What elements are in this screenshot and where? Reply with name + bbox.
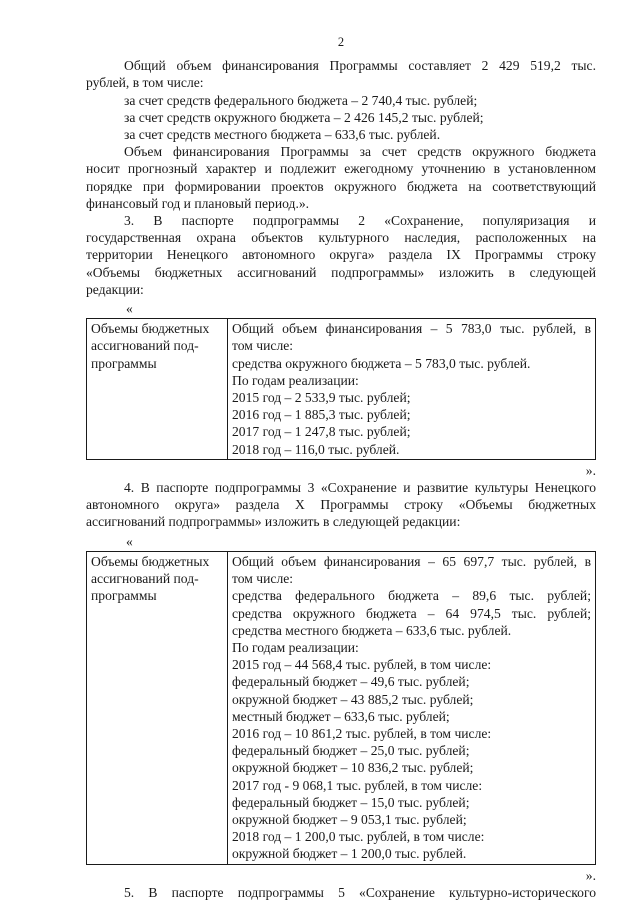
value-line: федеральный бюджет – 15,0 тыс. рублей; (232, 794, 470, 810)
intro-total-line: рублей, в том числе: (86, 75, 204, 91)
intro-forecast-line: носит прогнозный характер и подлежит ежегодному уточнению в установленном (86, 161, 596, 177)
item-4-line: 4. В паспорте подпрограммы 3 «Сохранение и развитие культуры Ненецкого (124, 480, 596, 496)
value-line: 2017 год - 9 068,1 тыс. рублей, в том числе: (232, 777, 483, 793)
row-value-cell (228, 551, 596, 864)
value-line: средства окружного бюджета – 64 974,5 тыс. рублей; (232, 605, 591, 621)
value-line: 2018 год – 1 200,0 тыс. рублей, в том числе: (232, 829, 485, 845)
open-quote: « (126, 301, 133, 317)
intro-forecast-line: порядке при формировании проектов окружного бюджета на соответствующий (86, 178, 596, 194)
row-label-cell (87, 551, 228, 864)
row-label-line: программы (91, 588, 157, 604)
value-line: окружной бюджет – 9 053,1 тыс. рублей; (232, 811, 467, 827)
value-line: средства окружного бюджета – 5 783,0 тыс. рублей. (232, 355, 531, 371)
item-3-line: «Объемы бюджетных ассигнований подпрограммы» изложить в следующей (86, 264, 596, 280)
intro-total-line: Общий объем финансирования Программы составляет 2 429 519,2 тыс. (124, 58, 596, 74)
value-line: 2015 год – 2 533,9 тыс. рублей; (232, 390, 411, 406)
page-number: 2 (337, 35, 345, 49)
value-line: средства местного бюджета – 633,6 тыс. рублей. (232, 622, 512, 638)
value-line: средства федерального бюджета – 89,6 тыс. рублей; (232, 588, 591, 604)
value-line: окружной бюджет – 1 200,0 тыс. рублей. (232, 846, 467, 862)
row-label-line: ассигнований под- (91, 571, 199, 587)
intro-forecast-line: Объем финансирования Программы за счет средств окружного бюджета (124, 144, 596, 160)
item-4-section (86, 479, 596, 884)
row-label-cell (87, 319, 228, 460)
value-line: По годам реализации: (232, 372, 359, 388)
value-line: федеральный бюджет – 25,0 тыс. рублей; (232, 743, 470, 759)
intro-local: за счет средств местного бюджета – 633,6 тыс. рублей. (124, 127, 441, 143)
item-3-line: территории Ненецкого автономного округа» раздела IX Программы строку (86, 247, 596, 263)
intro-okrug: за счет средств окружного бюджета – 2 426 145,2 тыс. рублей; (124, 109, 484, 125)
value-line: По годам реализации: (232, 639, 359, 655)
open-quote: « (126, 533, 133, 549)
row-label-line: программы (91, 355, 157, 371)
value-line: окружной бюджет – 10 836,2 тыс. рублей; (232, 760, 474, 776)
intro-federal: за счет средств федерального бюджета – 2 740,4 тыс. рублей; (124, 92, 478, 108)
item-3-section (86, 212, 596, 479)
row-value-cell (228, 319, 596, 460)
row-label-line: Объемы бюджетных (91, 321, 210, 337)
value-line: местный бюджет – 633,6 тыс. рублей; (232, 708, 450, 724)
value-line: 2018 год – 116,0 тыс. рублей. (232, 441, 400, 457)
value-line: 2016 год – 10 861,2 тыс. рублей, в том числе: (232, 725, 492, 741)
value-line: 2015 год – 44 568,4 тыс. рублей, в том числе: (232, 657, 492, 673)
item-3-line: государственная охрана объектов культурного наследия, расположенных на (86, 230, 596, 246)
item-4-line: ассигнований подпрограммы» изложить в следующей редакции: (86, 514, 461, 530)
table-row (87, 319, 596, 460)
item-3-line: редакции: (86, 281, 144, 297)
row-label-line: Объемы бюджетных (91, 553, 210, 569)
item-5-section (86, 884, 596, 901)
item-4-line: автономного округа» раздела X Программы строку «Объемы бюджетных (86, 497, 596, 513)
table-row (87, 551, 596, 864)
item-3-line: 3. В паспорте подпрограммы 2 «Сохранение, популяризация и (124, 213, 596, 229)
value-line: федеральный бюджет – 49,6 тыс. рублей; (232, 674, 470, 690)
value-line: том числе: (232, 571, 294, 587)
value-line: окружной бюджет – 43 885,2 тыс. рублей; (232, 691, 474, 707)
item-5-line: 5. В паспорте подпрограммы 5 «Сохранение культурно-исторического (124, 884, 596, 900)
value-line: 2016 год – 1 885,3 тыс. рублей; (232, 407, 411, 423)
row-label-line: ассигнований под- (91, 338, 199, 354)
value-line: том числе: (232, 338, 294, 354)
intro-section (86, 57, 596, 212)
value-line: Общий объем финансирования – 65 697,7 тыс. рублей, в (232, 553, 591, 569)
value-line: 2017 год – 1 247,8 тыс. рублей; (232, 424, 411, 440)
budget-table-subprogram-3 (86, 551, 596, 865)
document-page (86, 34, 596, 901)
budget-table-subprogram-2 (86, 318, 596, 460)
close-quote: ». (585, 867, 596, 883)
value-line: Общий объем финансирования – 5 783,0 тыс. рублей, в (232, 321, 591, 337)
close-quote: ». (585, 462, 596, 478)
intro-forecast-line: финансовый год и плановый период.». (86, 195, 310, 211)
